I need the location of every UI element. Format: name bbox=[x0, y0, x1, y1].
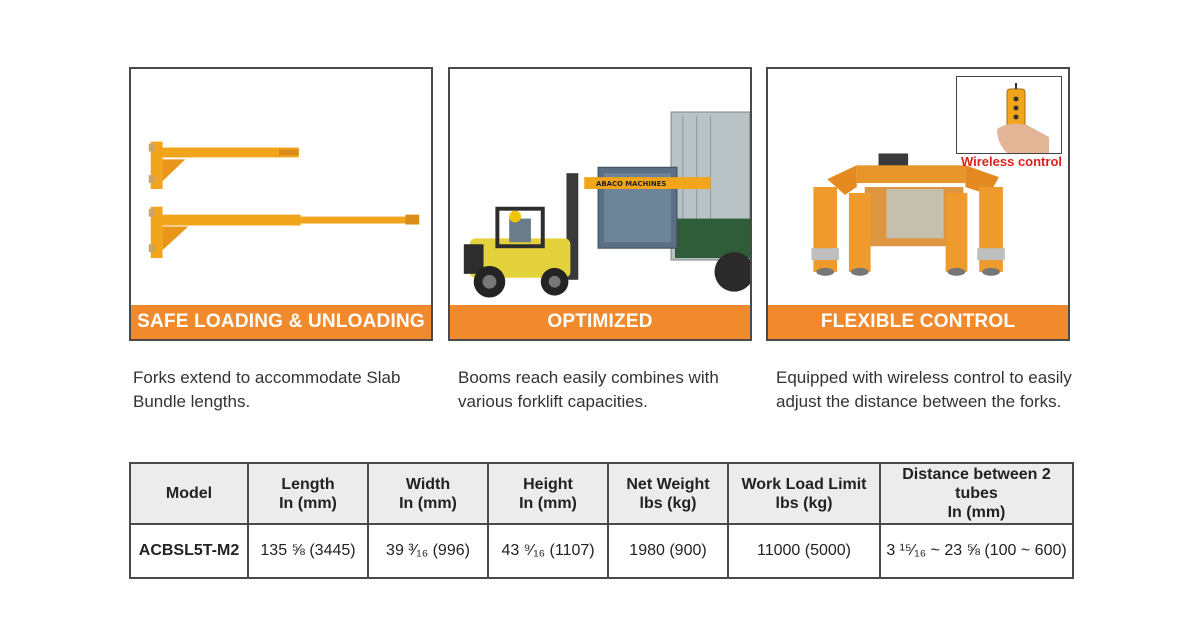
table-row bbox=[130, 524, 1073, 578]
table-cell-distance: 3 ¹⁵⁄₁₆ ~ 23 ⅝ (100 ~ 600) bbox=[880, 524, 1073, 578]
table-cell-length: 135 ⅝ (3445) bbox=[248, 524, 368, 578]
feature-card-flexible-control bbox=[766, 67, 1070, 341]
card-description: Booms reach easily combines with various forklift capacities. bbox=[458, 368, 719, 411]
card-banner: SAFE LOADING & UNLOADING bbox=[131, 305, 431, 339]
table-cell-model: ACBSL5T-M2 bbox=[130, 524, 248, 578]
feature-card-optimized bbox=[448, 67, 752, 341]
boom-brand-text: ABACO MACHINES bbox=[596, 180, 667, 189]
column-header-model: Model bbox=[130, 463, 248, 524]
forklift-loading-container-image bbox=[450, 69, 750, 307]
card-description: Forks extend to accommodate Slab Bundle lengths. bbox=[133, 368, 401, 411]
table-cell-width: 39 ³⁄₁₆ (996) bbox=[368, 524, 488, 578]
table-header-row bbox=[130, 463, 1073, 524]
column-header-work-load-limit: Work Load Limit lbs (kg) bbox=[728, 463, 880, 524]
card-description: Equipped with wireless control to easily adjust the distance between the forks. bbox=[776, 368, 1072, 411]
table-cell-work-load-limit: 11000 (5000) bbox=[728, 524, 880, 578]
wireless-control-label: Wireless control bbox=[960, 154, 1062, 169]
column-header-width: Width In (mm) bbox=[368, 463, 488, 524]
table-cell-net-weight: 1980 (900) bbox=[608, 524, 728, 578]
feature-card-safe-loading bbox=[129, 67, 433, 341]
specification-table bbox=[129, 462, 1074, 579]
table-cell-height: 43 ⁹⁄₁₆ (1107) bbox=[488, 524, 608, 578]
column-header-distance: Distance between 2 tubes In (mm) bbox=[880, 463, 1073, 524]
card-banner: OPTIMIZED bbox=[450, 305, 750, 339]
remote-control-icon bbox=[957, 77, 1061, 153]
column-header-height: Height In (mm) bbox=[488, 463, 608, 524]
card-banner: FLEXIBLE CONTROL bbox=[768, 305, 1068, 339]
extendable-forks-image bbox=[131, 69, 431, 307]
column-header-length: Length In (mm) bbox=[248, 463, 368, 524]
column-header-net-weight: Net Weight lbs (kg) bbox=[608, 463, 728, 524]
wireless-remote-inset bbox=[956, 76, 1062, 154]
